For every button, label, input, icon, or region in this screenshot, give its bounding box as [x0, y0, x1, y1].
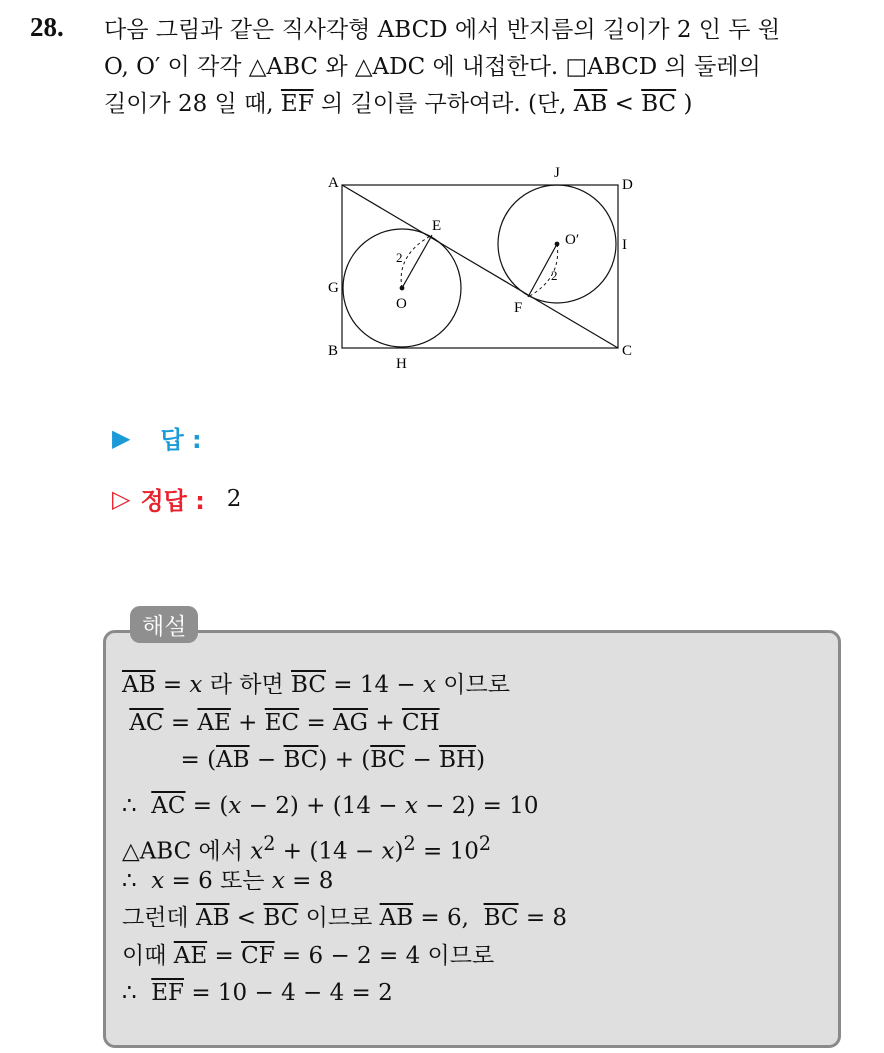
- solution-line-2: $\overline{AC} = \overline{AE} + \overline{EC} = \overline{AG} + \overline{CH}$: [129, 709, 440, 736]
- label-d: D: [622, 177, 633, 193]
- diagonal-ac: [342, 185, 618, 348]
- correct-arrow-icon: ▷: [112, 484, 131, 513]
- solution-tag: 해설: [130, 606, 198, 643]
- answer-label: 답 :: [160, 426, 202, 454]
- geometry-figure: [300, 160, 660, 380]
- label-radius-2: 2: [551, 268, 558, 283]
- center-o: [400, 286, 405, 291]
- label-g: G: [328, 280, 339, 296]
- answer-arrow-icon: ▶: [112, 423, 131, 452]
- solution-line-9: ∴ $\overline{EF} = 10 - 4 - 4 = 2$: [122, 980, 393, 1006]
- question-line-2: O, O′ 이 각각 △ABC 와 △ADC 에 내접한다. □ABCD 의 둘레의: [104, 54, 761, 80]
- label-i: I: [622, 237, 627, 253]
- question-text: [104, 12, 864, 123]
- label-c: C: [622, 343, 633, 359]
- solution-line-1: $\overline{AB} = x$ 라 하면 $\overline{BC} = 14 - x$ 이므로: [122, 672, 510, 698]
- solution-line-8: 이때 $\overline{AE} = \overline{CF} = 6 - 2 = 4$ 이므로: [122, 942, 495, 969]
- segment-ef: $\overline{EF}$: [280, 91, 314, 117]
- label-e: E: [432, 218, 442, 234]
- question-number: 28.: [30, 12, 64, 42]
- correct-answer-label: 정답 :: [140, 487, 205, 515]
- solution-line-5: △ABC 에서 $x^2 + (14 - x)^2 = 10^2$: [122, 832, 492, 865]
- label-h: H: [396, 356, 407, 372]
- label-f: F: [514, 300, 523, 316]
- label-radius-1: 2: [396, 250, 403, 265]
- label-o-prime: O′: [565, 232, 580, 248]
- center-o-prime: [555, 242, 560, 247]
- radius-oe: [402, 235, 432, 288]
- correct-answer-value: 2: [226, 485, 242, 512]
- solution-lines: [122, 667, 567, 1013]
- segment-ab: $\overline{AB}$: [573, 91, 608, 117]
- solution-line-4: ∴ $\overline{AC} = (x - 2) + (14 - x - 2) = 10$: [122, 792, 539, 819]
- question-line-1: 다음 그림과 같은 직사각형 ABCD 에서 반지름의 길이가 2 인 두 원: [104, 17, 781, 43]
- solution-line-7: 그런데 $\overline{AB} < \overline{BC}$ 이므로 $\overline{AB} = 6$, $\overline{BC} = 8$: [122, 905, 568, 931]
- label-a: A: [328, 175, 339, 191]
- label-o: O: [396, 296, 407, 312]
- label-j: J: [554, 165, 560, 181]
- solution-line-6: ∴ x = 6 또는 x = 8: [122, 867, 334, 894]
- answer-row: [112, 420, 202, 455]
- question-line-3: 길이가 28 일 때, $\overline{EF}$ 의 길이를 구하여라. (단, $\overline{AB} < \overline{BC}$ ): [104, 91, 693, 117]
- segment-bc: $\overline{BC}$: [641, 91, 677, 117]
- solution-line-3: = $(\overline{AB} - \overline{BC}) + (\overline{BC} - \overline{BH})$: [122, 747, 486, 773]
- correct-answer-row: [112, 481, 241, 516]
- label-b: B: [328, 343, 339, 359]
